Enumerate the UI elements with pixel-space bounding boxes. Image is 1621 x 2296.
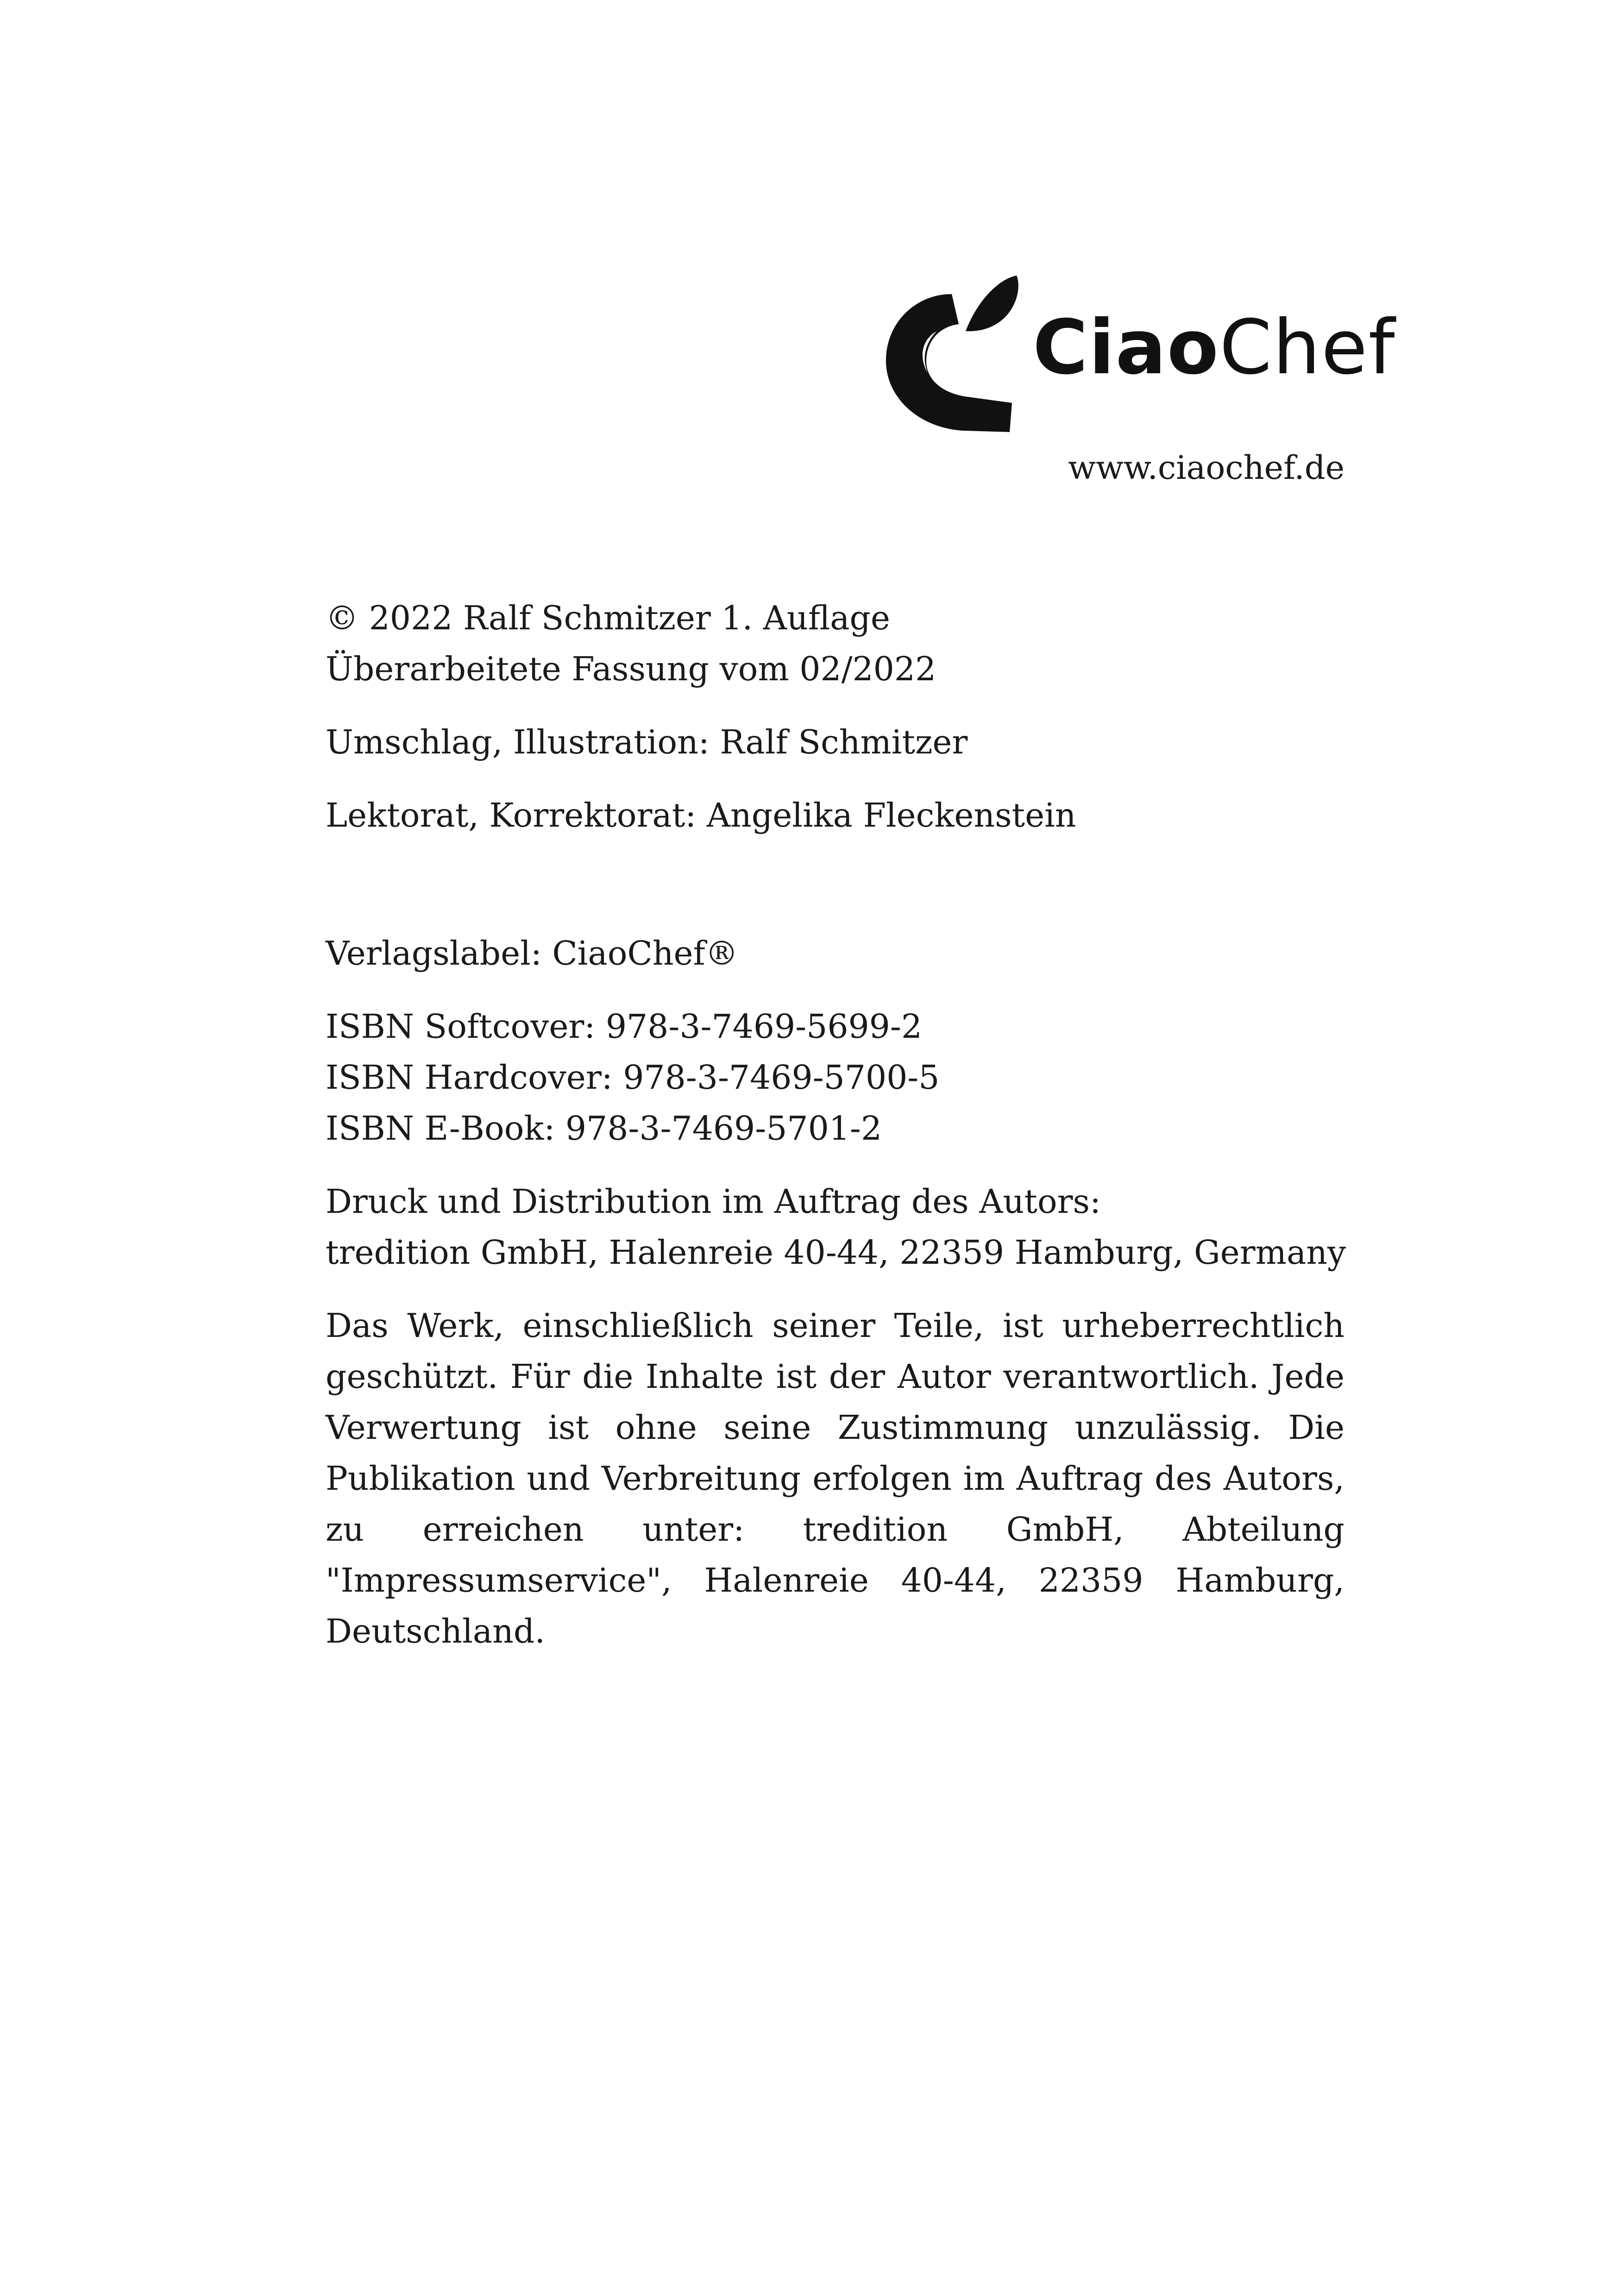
publisher-label: Verlagslabel: CiaoChef® [326,934,738,972]
cover-credit: Umschlag, Illustration: Ralf Schmitzer [326,723,968,761]
isbn-hardcover: ISBN Hardcover: 978-3-7469-5700-5 [326,1058,940,1097]
brand-bold: Ciao [1033,304,1220,391]
print-distribution-line1: Druck und Distribution im Auftrag des Autors: [326,1182,1101,1221]
print-distribution-line2: tredition GmbH, Halenreie 40-44, 22359 Hamburg, Germany [326,1233,1346,1272]
brand-regular: Chef [1219,304,1396,391]
revision-line: Überarbeitete Fassung vom 02/2022 [326,650,936,688]
legal-notice: Das Werk, einschließlich seiner Teile, ist urheberrechtlich geschützt. Für die Inhalte ist der Autor verantwortlich. Jede Verwertung ist ohne seine Zustimmung unzulässig. Die Publikation und Verbreitung erfolgen im Auftrag des Autors, zu erreichen unter: tredition GmbH, Abteilung "Impressumservice", Halenreie 40-44, 22359 Hamburg, Deutschland. [326,1306,1345,1650]
website-link[interactable]: www.ciaochef.de [1068,449,1345,487]
ciaochef-c-logo-icon [882,276,1030,433]
imprint-text [326,593,1345,1657]
editing-credit: Lektorat, Korrektorat: Angelika Fleckenstein [326,796,1076,834]
isbn-softcover: ISBN Softcover: 978-3-7469-5699-2 [326,1007,923,1046]
isbn-ebook: ISBN E-Book: 978-3-7469-5701-2 [326,1109,882,1148]
copyright-line: © 2022 Ralf Schmitzer 1. Auflage [326,599,890,637]
ciaochef-logo [882,276,1396,433]
brand-wordmark [1033,304,1396,391]
